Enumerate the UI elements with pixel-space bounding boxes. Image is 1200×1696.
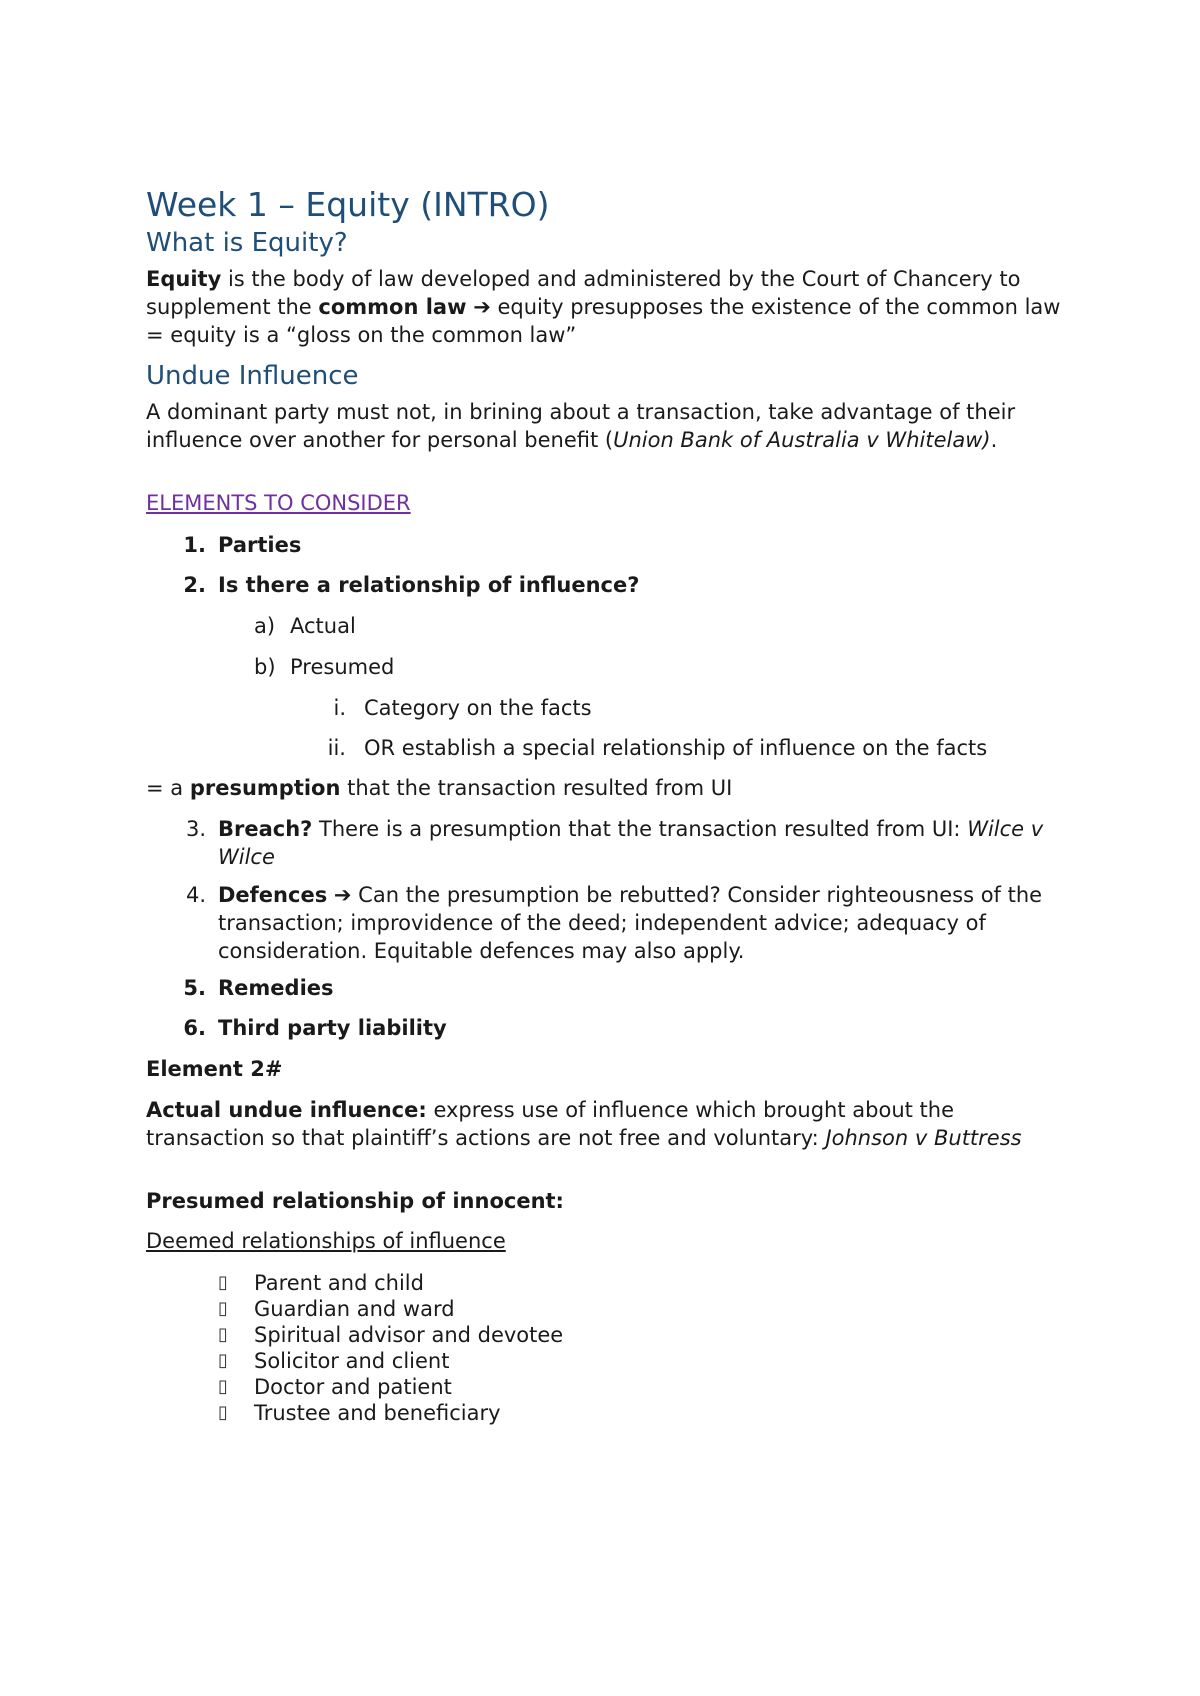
deemed-list-label: Parent and child [254,1271,424,1295]
actual-ui-text: express use of influence which brought about the transaction so that plaintiff’s actions are not free and voluntary: [146,1098,955,1150]
elements-to-consider-link[interactable]: ELEMENTS TO CONSIDER [146,491,411,515]
list-text [218,881,1058,965]
list-number: 4. [185,883,206,907]
breach-text: There is a presumption that the transaction resulted from UI: [312,817,968,841]
bullet-icon: ▯ [218,1402,228,1423]
defences-text: Can the presumption be rebutted? Consider righteousness of the transaction; improvidence of the deed; independent advice; adequacy of consideration. Equitable defences may also apply. [218,883,1043,963]
arrow-right-icon: ➔ [473,295,491,319]
heading-what-is-equity: What is Equity? [146,228,348,258]
deemed-list-label: Spiritual advisor and devotee [254,1323,564,1347]
undue-text-1: A dominant party must not, in brining about a transaction, take advantage of their influence over another for personal benefit ( [146,400,1016,452]
list-label: Third party liability [218,1016,447,1040]
equity-text-2: equity presupposes the existence of the common law = equity is a “gloss on the common law” [146,295,1061,347]
equity-text-1: is the body of law developed and administered by the Court of Chancery to supplement the [146,267,1021,319]
arrow-right-icon: ➔ [333,883,352,907]
list-number: 5. [183,976,206,1000]
union-bank-case: Union Bank of Australia v Whitelaw) [613,428,991,452]
roman-label: OR establish a special relationship of influence on the facts [364,736,988,760]
actual-undue-influence-paragraph [146,1096,1066,1152]
list-number: 6. [183,1016,206,1040]
element-2-heading: Element 2# [146,1057,283,1081]
sub-label: Actual [290,614,356,638]
defences-term: Defences [218,883,328,907]
list-label: Remedies [218,976,334,1000]
list-label: Is there a relationship of influence? [218,573,640,597]
bullet-icon: ▯ [218,1350,228,1371]
deemed-list-label: Guardian and ward [254,1297,455,1321]
bullet-icon: ▯ [218,1272,228,1293]
johnson-case: Johnson v Buttress [825,1126,1022,1150]
sub-label: Presumed [290,655,395,679]
roman-numeral: i. [333,696,346,720]
common-law-term: common law [318,295,467,319]
equity-definition-paragraph [146,265,1066,349]
presumption-post: that the transaction resulted from UI [340,776,733,800]
bullet-icon: ▯ [218,1376,228,1397]
sub-letter: a) [254,614,276,638]
deemed-list-label: Doctor and patient [254,1375,452,1399]
equity-term: Equity [146,267,222,291]
list-number: 3. [185,817,206,841]
page-title: Week 1 – Equity (INTRO) [146,185,550,224]
sub-letter: b) [254,655,276,679]
presumption-line [146,774,1066,802]
presumption-pre: = a [146,776,190,800]
bullet-icon: ▯ [218,1298,228,1319]
list-number: 2. [183,573,206,597]
bullet-icon: ▯ [218,1324,228,1345]
deemed-list-label: Trustee and beneficiary [254,1401,501,1425]
presumed-relationship-heading: Presumed relationship of innocent: [146,1189,564,1213]
actual-ui-term: Actual undue influence: [146,1098,427,1122]
list-text [218,815,1058,871]
heading-undue-influence: Undue Influence [146,361,359,391]
wilce-case: Wilce v Wilce [218,817,1044,869]
deemed-relationships-heading: Deemed relationships of influence [146,1229,506,1253]
roman-numeral: ii. [327,736,346,760]
undue-text-2: . [990,428,998,452]
presumption-term: presumption [189,776,341,800]
list-label: Parties [218,533,302,557]
list-number: 1. [183,533,206,557]
roman-label: Category on the facts [364,696,592,720]
undue-influence-paragraph [146,398,1066,454]
breach-term: Breach? [218,817,313,841]
deemed-list-label: Solicitor and client [254,1349,450,1373]
